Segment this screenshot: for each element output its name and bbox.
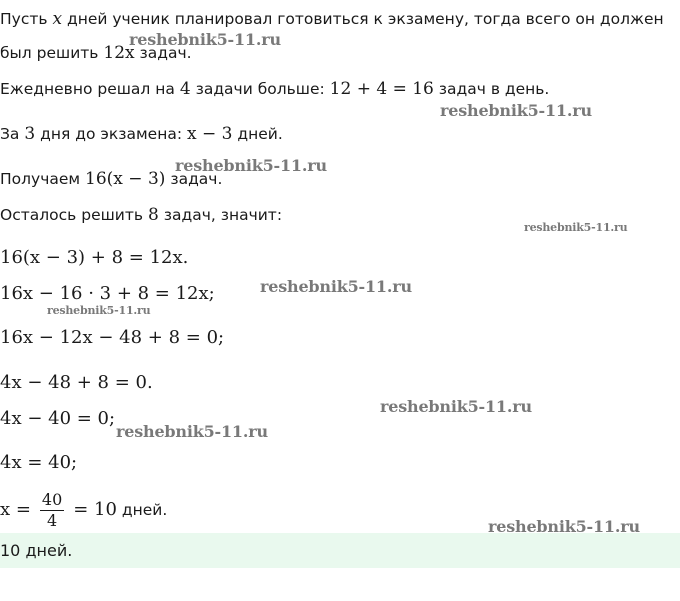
equation-3: 16x − 12x − 48 + 8 = 0;	[0, 327, 225, 348]
final-equation-unit: дней.	[121, 501, 168, 519]
days-before-exam-paragraph	[0, 124, 283, 144]
text-fragment: За	[0, 125, 20, 143]
remaining-tasks-paragraph	[0, 205, 282, 225]
fraction-numerator: 40	[41, 490, 63, 509]
equation-6: 4x = 40;	[0, 452, 78, 473]
watermark: reshebnik5-11.ru	[440, 101, 592, 120]
equation-4: 4x − 48 + 8 = 0.	[0, 372, 153, 393]
math-number: 3	[24, 124, 36, 144]
math-expression: x − 3	[187, 124, 233, 144]
text-fragment: Ежедневно решал на	[0, 80, 175, 98]
final-equation-lhs: x =	[0, 499, 31, 520]
equation-2: 16x − 16 · 3 + 8 = 12x;	[0, 283, 215, 304]
text-fragment: дней ученик планировал готовиться к экзамену, тогда всего он должен	[66, 10, 664, 28]
watermark: reshebnik5-11.ru	[380, 397, 532, 416]
text-fragment: Получаем	[0, 170, 81, 188]
answer-box	[0, 533, 680, 568]
text-fragment: задач.	[170, 170, 223, 188]
final-equation-rhs: = 10	[73, 499, 117, 520]
watermark: reshebnik5-11.ru	[175, 156, 327, 175]
answer-text: 10 дней.	[0, 541, 73, 560]
math-expression: 16(x − 3)	[85, 169, 166, 189]
math-number: 4	[179, 79, 191, 99]
math-number: 8	[147, 205, 159, 225]
text-fragment: был решить	[0, 44, 99, 62]
watermark: reshebnik5-11.ru	[488, 517, 640, 536]
variable-x: x	[52, 9, 63, 29]
watermark: reshebnik5-11.ru	[47, 304, 151, 317]
watermark: reshebnik5-11.ru	[129, 30, 281, 49]
text-fragment: задачи больше:	[195, 80, 325, 98]
fraction	[40, 490, 64, 531]
text-fragment: Осталось решить	[0, 206, 144, 224]
daily-tasks-paragraph	[0, 79, 549, 99]
watermark: reshebnik5-11.ru	[524, 221, 628, 234]
math-expression: 12 + 4 = 16	[329, 79, 434, 99]
text-fragment: задач.	[139, 44, 192, 62]
watermark: reshebnik5-11.ru	[260, 277, 412, 296]
equation-1: 16(x − 3) + 8 = 12x.	[0, 247, 189, 268]
fraction-denominator: 4	[46, 511, 58, 530]
text-fragment: задач, значит:	[163, 206, 283, 224]
watermark: reshebnik5-11.ru	[116, 422, 268, 441]
equation-5: 4x − 40 = 0;	[0, 408, 116, 429]
math-expression: 12x	[103, 43, 135, 63]
text-fragment: дней.	[237, 125, 283, 143]
text-fragment: задач в день.	[438, 80, 550, 98]
final-equation	[0, 489, 167, 531]
text-fragment: Пусть	[0, 10, 48, 28]
text-fragment: дня до экзамена:	[40, 125, 183, 143]
intro-paragraph-line-1	[0, 9, 664, 29]
